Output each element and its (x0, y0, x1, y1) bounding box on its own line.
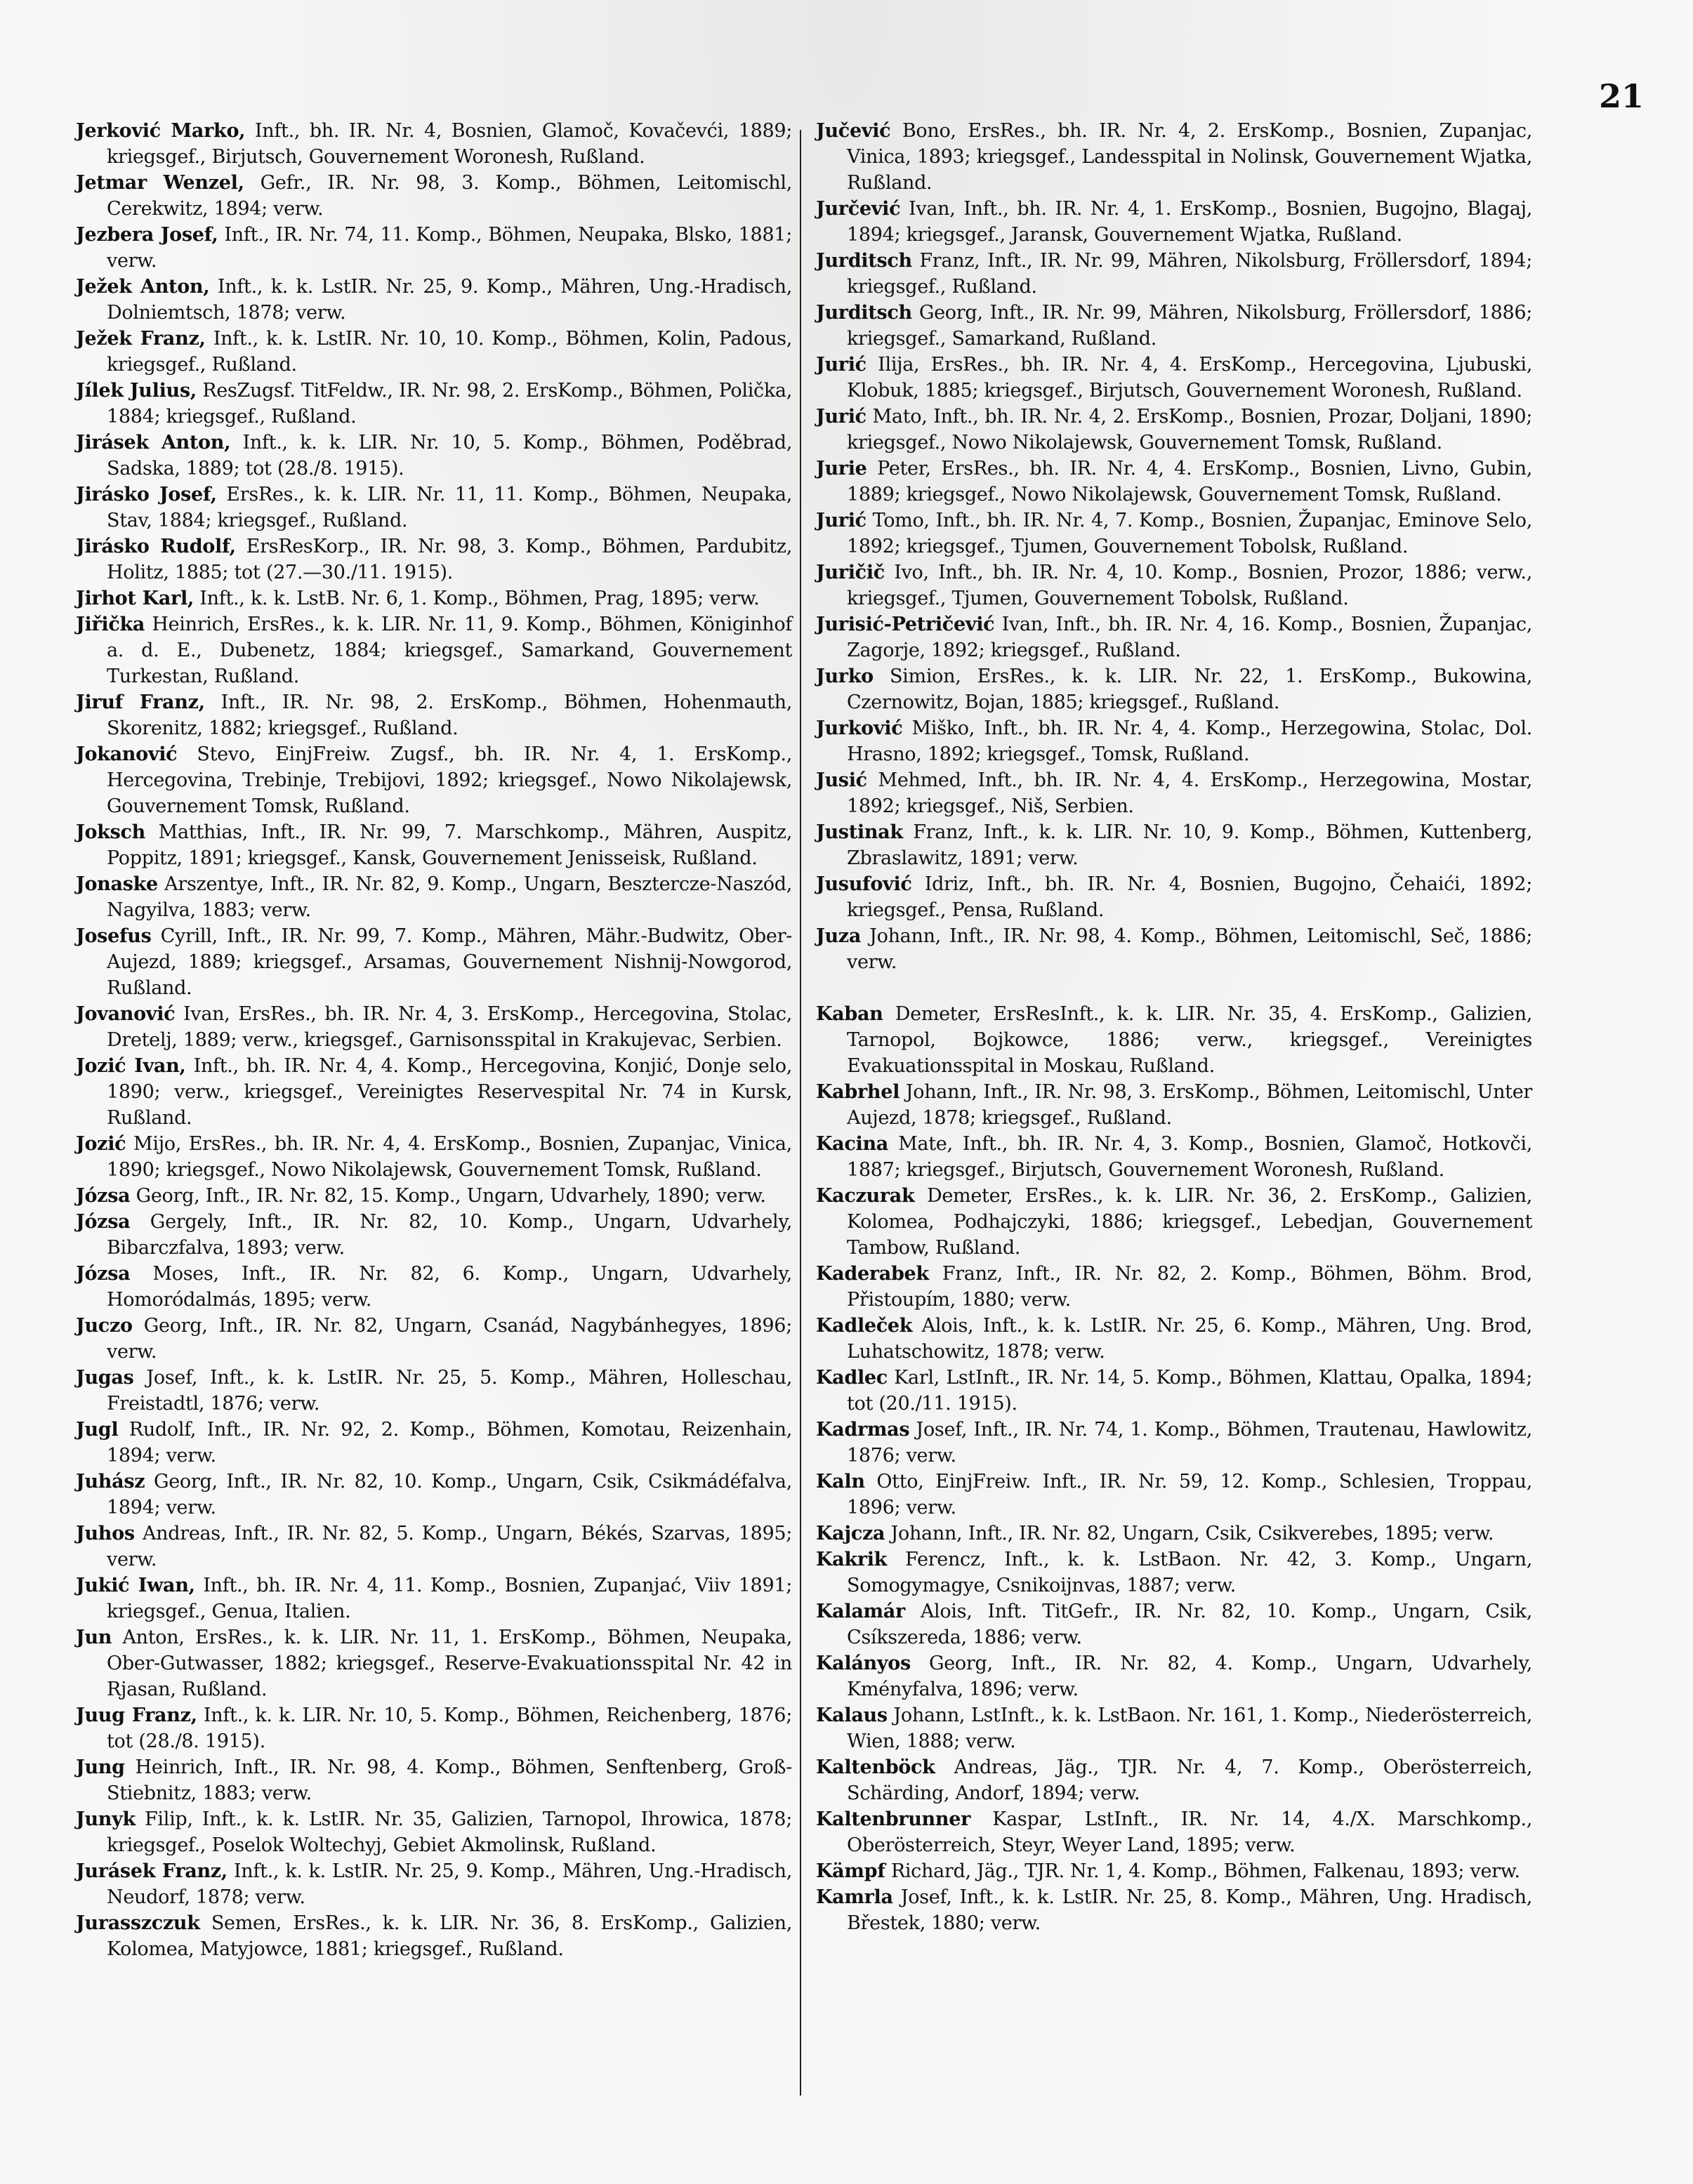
entry-details: Georg, Inft., IR. Nr. 82, 15. Komp., Ungarn, Udvarhely, 1890; verw. (130, 1185, 766, 1207)
entry-details: Inft., k. k. LstIR. Nr. 25, 9. Komp., Mähren, Ung.-Hradisch, Neudorf, 1878; verw. (107, 1860, 792, 1908)
entry-name: Jukić Iwan, (76, 1575, 195, 1596)
register-entry (816, 118, 1532, 196)
entry-name: Jozić (76, 1133, 126, 1155)
register-entry (816, 1183, 1532, 1261)
entry-details: Josef, Inft., IR. Nr. 74, 1. Komp., Böhmen, Trautenau, Hawlowitz, 1876; verw. (847, 1419, 1532, 1467)
register-entry (76, 1313, 792, 1365)
entry-details: Johann, Inft., IR. Nr. 98, 3. ErsKomp., Böhmen, Leitomischl, Unter Aujezd, 1878; kriegsgef., Rußland. (847, 1081, 1532, 1129)
entry-details: Georg, Inft., IR. Nr. 99, Mähren, Nikolsburg, Fröllersdorf, 1886; kriegsgef., Samarkand, Rußland. (847, 302, 1532, 350)
entry-name: Kaltenbrunner (816, 1808, 970, 1830)
entry-details: Mato, Inft., bh. IR. Nr. 4, 2. ErsKomp., Bosnien, Prozar, Doljani, 1890; kriegsgef., Nowo Nikolajewsk, Gouvernement Tomsk, Rußland. (847, 406, 1532, 454)
entry-name: Jetmar Wenzel, (76, 172, 244, 194)
entry-details: Inft., bh. IR. Nr. 4, 4. Komp., Hercegovina, Konjić, Donje selo, 1890; verw., kriegsgef., Vereinigtes Reservespital Nr. 74 in Kursk, Rußland. (107, 1055, 792, 1129)
entry-name: Jusufović (816, 873, 912, 895)
register-entry (76, 1001, 792, 1053)
register-entry (76, 274, 792, 326)
entry-details: Cyrill, Inft., IR. Nr. 99, 7. Komp., Mähren, Mähr.-Budwitz, Ober-Aujezd, 1889; kriegsgef., Arsamas, Gouvernement Nishnij-Nowgorod, Rußland. (107, 925, 792, 999)
register-entry (816, 560, 1532, 611)
entry-details: Otto, EinjFreiw. Inft., IR. Nr. 59, 12. Komp., Schlesien, Troppau, 1896; verw. (847, 1471, 1532, 1518)
entry-name: Kamrla (816, 1886, 893, 1908)
entry-name: Kadleček (816, 1315, 913, 1337)
entry-details: Inft., k. k. LIR. Nr. 10, 5. Komp., Böhmen, Poděbrad, Sadska, 1889; tot (28./8. 1915). (107, 432, 792, 479)
entry-name: Juczo (76, 1315, 133, 1337)
entry-name: Jun (76, 1627, 112, 1648)
entry-details: ResZugsf. TitFeldw., IR. Nr. 98, 2. ErsKomp., Böhmen, Polička, 1884; kriegsgef., Rußland. (107, 380, 792, 428)
entry-name: Jurić (816, 354, 867, 376)
register-entry (816, 508, 1532, 560)
entry-name: Jurić (816, 406, 867, 428)
entry-details: Mehmed, Inft., bh. IR. Nr. 4, 4. ErsKomp., Herzegowina, Mostar, 1892; kriegsgef., Niš, Serbien. (847, 769, 1532, 817)
entry-details: Karl, LstInft., IR. Nr. 14, 5. Komp., Böhmen, Klattau, Opalka, 1894; tot (20./11. 1915). (847, 1367, 1532, 1415)
register-entry (816, 1754, 1532, 1806)
register-entry (816, 1702, 1532, 1754)
entry-details: Inft., bh. IR. Nr. 4, Bosnien, Glamoč, Kovačevći, 1889; kriegsgef., Birjutsch, Gouvernement Woronesh, Rußland. (107, 120, 793, 168)
entry-details: ErsResKorp., IR. Nr. 98, 3. Komp., Böhmen, Pardubitz, Holitz, 1885; tot (27.—30./11. 1915). (107, 536, 792, 583)
entry-details: Heinrich, ErsRes., k. k. LIR. Nr. 11, 9. Komp., Böhmen, Königinhof a. d. E., Dubenetz, 1884; kriegsgef., Samarkand, Gouvernement Turkestan, Rußland. (107, 614, 792, 687)
register-entry (816, 1858, 1532, 1884)
entry-name: Kacina (816, 1133, 888, 1155)
column-divider (800, 130, 801, 2096)
entry-details: Tomo, Inft., bh. IR. Nr. 4, 7. Komp., Bosnien, Županjac, Eminove Selo, 1892; kriegsgef., Tjumen, Gouvernement Tobolsk, Rußland. (847, 510, 1532, 557)
register-entry (816, 923, 1532, 975)
entry-name: Jovanović (76, 1003, 176, 1025)
register-entry (76, 1209, 792, 1261)
entry-name: Kajcza (816, 1523, 885, 1544)
entry-name: Jílek Julius, (76, 380, 197, 402)
register-entry (816, 663, 1532, 715)
entry-name: Jiruf Franz, (76, 691, 205, 713)
entry-details: Matthias, Inft., IR. Nr. 99, 7. Marschkomp., Mähren, Auspitz, Poppitz, 1891; kriegsgef., Kansk, Gouvernement Jenisseisk, Rußland. (107, 821, 792, 869)
register-entry (76, 1131, 792, 1183)
entry-details: Inft., IR. Nr. 98, 2. ErsKomp., Böhmen, Hohenmauth, Skorenitz, 1882; kriegsgef., Rußland. (107, 691, 792, 739)
entry-name: Jurditsch (816, 250, 912, 272)
entry-name: Ježek Franz, (76, 328, 206, 350)
entry-details: Mate, Inft., bh. IR. Nr. 4, 3. Komp., Bosnien, Glamoč, Hotkovči, 1887; kriegsgef., Birjutsch, Gouvernement Woronesh, Rußland. (847, 1133, 1532, 1181)
entry-details: Peter, ErsRes., bh. IR. Nr. 4, 4. ErsKomp., Bosnien, Livno, Gubin, 1889; kriegsgef., Nowo Nikolajewsk, Gouvernement Tomsk, Rußland. (847, 458, 1532, 505)
register-entry (76, 1754, 792, 1806)
entry-name: Jirásko Josef, (76, 484, 217, 505)
register-entry (76, 1417, 792, 1469)
entry-details: Miško, Inft., bh. IR. Nr. 4, 4. Komp., Herzegowina, Stolac, Dol. Hrasno, 1892; kriegsgef., Tomsk, Rußland. (847, 717, 1532, 765)
register-entry (816, 871, 1532, 923)
entry-name: Juhos (76, 1523, 135, 1544)
entry-details: Franz, Inft., k. k. LIR. Nr. 10, 9. Komp., Böhmen, Kuttenberg, Zbraslawitz, 1891; verw. (847, 821, 1532, 869)
entry-details: Johann, LstInft., k. k. LstBaon. Nr. 161, 1. Komp., Niederösterreich, Wien, 1888; verw. (847, 1705, 1532, 1752)
entry-name: Kaltenböck (816, 1756, 935, 1778)
register-entry (76, 1261, 792, 1313)
page-number: 21 (1598, 77, 1644, 115)
entry-name: Jurásek Franz, (76, 1860, 228, 1882)
entry-name: Kaderabek (816, 1263, 929, 1285)
entry-details: Simion, ErsRes., k. k. LIR. Nr. 22, 1. ErsKomp., Bukowina, Czernowitz, Bojan, 1885; kriegsgef., Rußland. (847, 666, 1532, 713)
entry-details: Demeter, ErsResInft., k. k. LIR. Nr. 35, 4. ErsKomp., Galizien, Tarnopol, Bojkowce, 1886; verw., kriegsgef., Vereinigtes Evakuationsspital in Moskau, Rußland. (847, 1003, 1532, 1077)
entry-name: Józsa (76, 1263, 131, 1285)
entry-details: Demeter, ErsRes., k. k. LIR. Nr. 36, 2. ErsKomp., Galizien, Kolomea, Podhajczyki, 1886; kriegsgef., Lebedjan, Gouvernement Tambow, Rußland. (847, 1185, 1532, 1259)
entry-details: Semen, ErsRes., k. k. LIR. Nr. 36, 8. ErsKomp., Galizien, Kolomea, Matyjowce, 1881; kriegsgef., Rußland. (107, 1912, 792, 1960)
left-column (76, 118, 792, 1962)
register-entry (76, 118, 792, 170)
entry-details: Rudolf, Inft., IR. Nr. 92, 2. Komp., Böhmen, Komotau, Reizenhain, 1894; verw. (107, 1419, 792, 1467)
register-entry (76, 1469, 792, 1521)
register-entry (816, 352, 1532, 404)
entry-details: Kaspar, LstInft., IR. Nr. 14, 4./X. Marschkomp., Oberösterreich, Steyr, Weyer Land, 1895; verw. (847, 1808, 1532, 1856)
register-entry (816, 767, 1532, 819)
entry-name: Kabrhel (816, 1081, 900, 1103)
entry-name: Kaczurak (816, 1185, 915, 1207)
entry-name: Jirhot Karl, (76, 588, 195, 609)
register-entry (76, 585, 792, 611)
entry-name: Jurić (816, 510, 867, 531)
register-entry (816, 1884, 1532, 1936)
entry-name: Jirásko Rudolf, (76, 536, 236, 557)
entry-details: Ivo, Inft., bh. IR. Nr. 4, 10. Komp., Bosnien, Prozor, 1886; verw., kriegsgef., Tjumen, Gouvernement Tobolsk, Rußland. (847, 562, 1532, 609)
register-entry (816, 300, 1532, 352)
entry-details: Johann, Inft., IR. Nr. 98, 4. Komp., Böhmen, Leitomischl, Seč, 1886; verw. (847, 925, 1532, 973)
entry-name: Justinak (816, 821, 903, 843)
register-entry (76, 1365, 792, 1417)
entry-name: Jurie (816, 458, 867, 479)
entry-details: Inft., k. k. LIR. Nr. 10, 5. Komp., Böhmen, Reichenberg, 1876; tot (28./8. 1915). (107, 1705, 792, 1752)
register-entry (76, 1183, 792, 1209)
entry-details: Richard, Jäg., TJR. Nr. 1, 4. Komp., Böhmen, Falkenau, 1893; verw. (885, 1860, 1520, 1882)
register-entry (76, 1702, 792, 1754)
entry-name: Kalaus (816, 1705, 888, 1726)
entry-name: Juričič (816, 562, 885, 583)
register-entry (76, 534, 792, 585)
register-entry (816, 1001, 1532, 1079)
entry-details: Bono, ErsRes., bh. IR. Nr. 4, 2. ErsKomp., Bosnien, Zupanjac, Vinica, 1893; kriegsgef., Landesspital in Nolinsk, Gouvernement Wjatka, Rußland. (847, 120, 1532, 194)
entry-name: Juza (816, 925, 862, 947)
entry-details: Josef, Inft., k. k. LstIR. Nr. 25, 8. Komp., Mähren, Ung. Hradisch, Břestek, 1880; verw. (847, 1886, 1532, 1934)
entry-name: Jirásek Anton, (76, 432, 231, 454)
entry-details: Gefr., IR. Nr. 98, 3. Komp., Böhmen, Leitomischl, Cerekwitz, 1894; verw. (107, 172, 793, 220)
entry-name: Jiřička (76, 614, 145, 635)
register-entry (816, 1521, 1532, 1547)
entry-details: Filip, Inft., k. k. LstIR. Nr. 35, Galizien, Tarnopol, Ihrowica, 1878; kriegsgef., Poselok Woltechyj, Gebiet Akmolinsk, Rußland. (107, 1808, 792, 1856)
register-entry (76, 1573, 792, 1624)
register-entry (76, 1053, 792, 1131)
entry-details: Franz, Inft., IR. Nr. 82, 2. Komp., Böhmen, Böhm. Brod, Přistoupím, 1880; verw. (847, 1263, 1532, 1311)
entry-name: Kämpf (816, 1860, 885, 1882)
entry-name: Jerković Marko, (76, 120, 246, 142)
entry-name: Jung (76, 1756, 125, 1778)
entry-name: Juug Franz, (76, 1705, 197, 1726)
entry-name: Jugl (76, 1419, 119, 1441)
register-entry (76, 923, 792, 1001)
entry-details: Andreas, Inft., IR. Nr. 82, 5. Komp., Ungarn, Békés, Szarvas, 1895; verw. (107, 1523, 792, 1570)
entry-details: Georg, Inft., IR. Nr. 82, 10. Komp., Ungarn, Csik, Csikmádéfalva, 1894; verw. (107, 1471, 792, 1518)
entry-details: Gergely, Inft., IR. Nr. 82, 10. Komp., Ungarn, Udvarhely, Bibarczfalva, 1893; verw. (107, 1211, 792, 1259)
entry-name: Jokanović (76, 743, 178, 765)
register-entry (816, 1417, 1532, 1469)
entry-name: Junyk (76, 1808, 136, 1830)
register-entry (76, 1624, 792, 1702)
entry-details: Mijo, ErsRes., bh. IR. Nr. 4, 4. ErsKomp., Bosnien, Zupanjac, Vinica, 1890; kriegsgef., Nowo Nikolajewsk, Gouvernement Tomsk, Rußland. (107, 1133, 792, 1181)
entry-name: Jurditsch (816, 302, 912, 324)
register-entry (816, 1261, 1532, 1313)
register-entry (816, 1469, 1532, 1521)
entry-name: Jurković (816, 717, 903, 739)
register-entry (816, 1365, 1532, 1417)
entry-details: Georg, Inft., IR. Nr. 82, Ungarn, Csanád, Nagybánhegyes, 1896; verw. (107, 1315, 792, 1363)
register-entry (76, 819, 792, 871)
right-column (816, 118, 1532, 1936)
entry-name: Juhász (76, 1471, 145, 1493)
entry-details: Inft., IR. Nr. 74, 11. Komp., Böhmen, Neupaka, Blsko, 1881; verw. (107, 224, 792, 272)
entry-details: ErsRes., k. k. LIR. Nr. 11, 11. Komp., Böhmen, Neupaka, Stav, 1884; kriegsgef., Rußland. (107, 484, 792, 531)
register-entry (816, 456, 1532, 508)
register-entry (76, 611, 792, 689)
entry-name: Jezbera Josef, (76, 224, 218, 246)
register-entry (816, 404, 1532, 456)
entry-name: Kaln (816, 1471, 865, 1493)
register-entry (816, 1806, 1532, 1858)
entry-details: Ivan, ErsRes., bh. IR. Nr. 4, 3. ErsKomp., Hercegovina, Stolac, Dretelj, 1889; verw., kriegsgef., Garnisonsspital in Krakujevac, Serbien. (107, 1003, 792, 1051)
register-entry (816, 1131, 1532, 1183)
entry-name: Ježek Anton, (76, 276, 210, 298)
register-entry (76, 170, 792, 222)
entry-details: Georg, Inft., IR. Nr. 82, 4. Komp., Ungarn, Udvarhely, Kményfalva, 1896; verw. (847, 1653, 1532, 1700)
entry-details: Alois, Inft. TitGefr., IR. Nr. 82, 10. Komp., Ungarn, Csik, Csíkszereda, 1886; verw. (847, 1601, 1532, 1648)
register-entry (816, 1313, 1532, 1365)
entry-details: Ivan, Inft., bh. IR. Nr. 4, 16. Komp., Bosnien, Županjac, Zagorje, 1892; kriegsgef., Rußland. (847, 614, 1532, 661)
register-entry (76, 689, 792, 741)
entry-name: Kadrmas (816, 1419, 910, 1441)
entry-name: Jozić Ivan, (76, 1055, 186, 1077)
entry-name: Kalamár (816, 1601, 905, 1622)
register-entry (76, 1910, 792, 1962)
register-entry (76, 482, 792, 534)
entry-details: Johann, Inft., IR. Nr. 82, Ungarn, Csik, Csikverebes, 1895; verw. (885, 1523, 1494, 1544)
entry-name: Joksch (76, 821, 145, 843)
entry-details: Ferencz, Inft., k. k. LstBaon. Nr. 42, 3. Komp., Ungarn, Somogymagye, Csnikoijnvas, 1887; verw. (847, 1549, 1532, 1596)
entry-name: Kaban (816, 1003, 883, 1025)
register-entry (76, 430, 792, 482)
entry-name: Jurisić-Petričević (816, 614, 995, 635)
entry-details: Inft., k. k. LstIR. Nr. 25, 9. Komp., Mähren, Ung.-Hradisch, Dolniemtsch, 1878; verw. (107, 276, 792, 324)
register-entry (816, 1079, 1532, 1131)
entry-details: Heinrich, Inft., IR. Nr. 98, 4. Komp., Böhmen, Senftenberg, Groß-Stiebnitz, 1883; verw. (107, 1756, 792, 1804)
entry-details: Franz, Inft., IR. Nr. 99, Mähren, Nikolsburg, Fröllersdorf, 1894; kriegsgef., Rußland. (847, 250, 1532, 298)
entry-name: Jučević (816, 120, 891, 142)
entry-name: Jurko (816, 666, 874, 687)
register-entry (76, 378, 792, 430)
entry-details: Anton, ErsRes., k. k. LIR. Nr. 11, 1. ErsKomp., Böhmen, Neupaka, Ober-Gutwasser, 1882; kriegsgef., Reserve-Evakuationsspital Nr. 42 in Rjasan, Rußland. (107, 1627, 792, 1700)
entry-details: Andreas, Jäg., TJR. Nr. 4, 7. Komp., Oberösterreich, Schärding, Andorf, 1894; verw. (847, 1756, 1532, 1804)
entry-name: Józsa (76, 1211, 131, 1233)
register-entry (76, 1806, 792, 1858)
register-entry (816, 1650, 1532, 1702)
entry-details: Stevo, EinjFreiw. Zugsf., bh. IR. Nr. 4, 1. ErsKomp., Hercegovina, Trebinje, Trebijovi, 1892; kriegsgef., Nowo Nikolajewsk, Gouvernement Tomsk, Rußland. (107, 743, 792, 817)
entry-name: Józsa (76, 1185, 131, 1207)
entry-name: Josefus (76, 925, 152, 947)
entry-details: Ilija, ErsRes., bh. IR. Nr. 4, 4. ErsKomp., Hercegovina, Ljubuski, Klobuk, 1885; kriegsgef., Birjutsch, Gouvernement Woronesh, Rußland. (847, 354, 1532, 402)
register-entry (816, 611, 1532, 663)
entry-details: Inft., bh. IR. Nr. 4, 11. Komp., Bosnien, Zupanjać, Viiv 1891; kriegsgef., Genua, Italien. (107, 1575, 792, 1622)
register-entry (76, 222, 792, 274)
entry-name: Jurasszczuk (76, 1912, 200, 1934)
entry-name: Kadlec (816, 1367, 888, 1389)
register-entry (76, 741, 792, 819)
register-entry (76, 871, 792, 923)
entry-name: Jurčević (816, 198, 901, 220)
register-entry (76, 1521, 792, 1573)
entry-details: Alois, Inft., k. k. LstIR. Nr. 25, 6. Komp., Mähren, Ung. Brod, Luhatschowitz, 1878; verw. (847, 1315, 1532, 1363)
entry-details: Moses, Inft., IR. Nr. 82, 6. Komp., Ungarn, Udvarhely, Homoródalmás, 1895; verw. (107, 1263, 792, 1311)
entry-details: Inft., k. k. LstIR. Nr. 10, 10. Komp., Böhmen, Kolin, Padous, kriegsgef., Rußland. (107, 328, 792, 376)
entry-details: Josef, Inft., k. k. LstIR. Nr. 25, 5. Komp., Mähren, Holleschau, Freistadtl, 1876; verw. (107, 1367, 792, 1415)
entry-details: Ivan, Inft., bh. IR. Nr. 4, 1. ErsKomp., Bosnien, Bugojno, Blagaj, 1894; kriegsgef., Jaransk, Gouvernement Wjatka, Rußland. (847, 198, 1532, 246)
entry-details: Arszentye, Inft., IR. Nr. 82, 9. Komp., Ungarn, Besztercze-Naszód, Nagyilva, 1883; verw. (107, 873, 792, 921)
entry-name: Kakrik (816, 1549, 888, 1570)
entry-name: Jugas (76, 1367, 134, 1389)
entry-details: Idriz, Inft., bh. IR. Nr. 4, Bosnien, Bugojno, Čehaići, 1892; kriegsgef., Pensa, Rußland. (847, 873, 1532, 921)
register-entry (76, 326, 792, 378)
register-entry (816, 1599, 1532, 1650)
entry-name: Jusić (816, 769, 867, 791)
register-entry (816, 248, 1532, 300)
register-entry (816, 819, 1532, 871)
entry-name: Jonaske (76, 873, 158, 895)
register-entry (816, 1547, 1532, 1599)
entry-details: Inft., k. k. LstB. Nr. 6, 1. Komp., Böhmen, Prag, 1895; verw. (194, 588, 760, 609)
entry-name: Kalányos (816, 1653, 911, 1674)
register-entry (76, 1858, 792, 1910)
register-entry (816, 715, 1532, 767)
register-entry (816, 196, 1532, 248)
